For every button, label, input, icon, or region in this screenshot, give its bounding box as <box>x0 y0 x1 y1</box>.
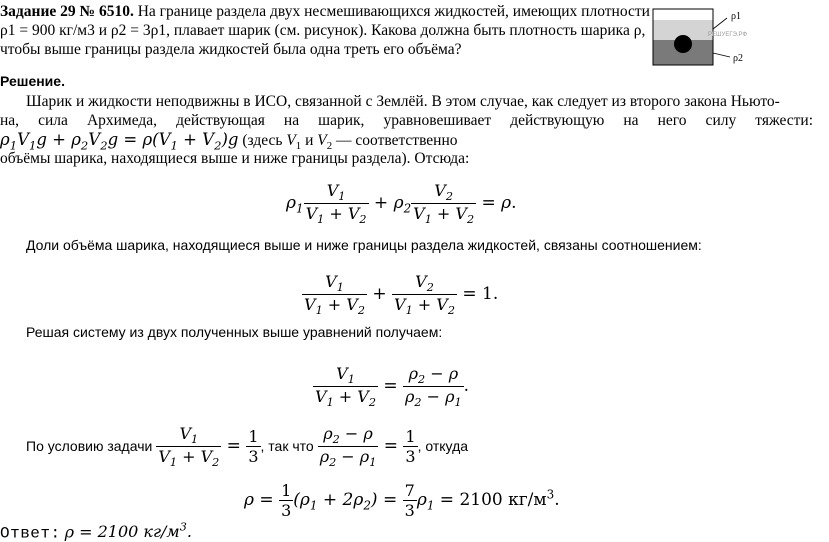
solution-p2: Доли объёма шарика, находящиеся выше и ниже границы раздела жидкостей, связаны соотношением: <box>26 237 702 253</box>
watermark: РЕШУЕГЭ.РФ <box>708 32 748 38</box>
solution-p3: Решая систему из двух полученных выше уравнений получаем: <box>26 324 443 340</box>
equation-2: $\frac{V_1}{V_1 + V_2}$ + $\frac{V_2}{V_1 + V_2}$ = 1. <box>304 272 499 318</box>
equation-5: ρ = $\frac{1}{3}$ $(\rho_1 + 2\rho_2)$ = $\frac{7}{3}$ $\rho_1 = 2100$ $кг/м^3$. <box>244 481 560 520</box>
figure-liquids <box>652 8 752 68</box>
problem-title: Задание 29 № 6510. <box>0 3 134 20</box>
p4-eq-a: $\frac{V_1}{V_1 + V_2}$ = $\frac{1}{3}$ <box>158 424 259 470</box>
label-rho1: ρ1 <box>731 11 741 22</box>
problem-line-3: чтобы выше границы раздела жидкостей была одна треть его объёма? <box>0 41 462 58</box>
p4-mid: , так что <box>260 438 314 455</box>
label-rho2: ρ2 <box>733 53 743 64</box>
solution-p1-line4: объёмы шарика, находящиеся выше и ниже границы раздела). Отсюда: <box>0 150 470 167</box>
volumes-note: (здесь $V_1$ и $V_2$ — соответственно <box>242 132 458 153</box>
p4-pre: По условию задачи <box>26 438 153 455</box>
problem-text-1: На границе раздела двух несмешивающихся жидкостей, имеющих плотности <box>137 3 650 20</box>
equation-3: $\frac{V_1}{V_1 + V_2}$ = $\frac{\rho_2 - \rho}{\rho_2 - \rho_1}$ . <box>315 364 470 410</box>
answer-line <box>0 521 192 542</box>
solution-p4 <box>26 424 468 469</box>
solution-heading: Решение. <box>0 73 65 89</box>
problem-line-1 <box>0 2 650 21</box>
answer-label: Ответ: <box>0 524 61 542</box>
problem-line-2: ρ1 = 900 кг/м3 и ρ2 = 3ρ1, плавает шарик (см. рисунок). Какова должна быть плотность шарика ρ, <box>0 22 646 39</box>
solution-p1-line2: на, сила Архимеда, действующая на шарик, уравновешивает действующую на него силу тяжести: <box>0 112 813 129</box>
p4-eq-b: $\frac{\rho_2 - \rho}{\rho_2 - \rho_1}$ = $\frac{1}{3}$ <box>319 424 416 470</box>
solution-p1-line1: Шарик и жидкости неподвижны в ИСО, связанной с Землёй. В этом случае, как следует из второго закона Ньюто- <box>26 93 780 110</box>
equation-1: $\rho_1$ $\frac{V_1}{V_1 + V_2}$ + $\rho_2$ $\frac{V_2}{V_1 + V_2}$ = ρ. <box>286 181 517 227</box>
equilibrium-equation: $\rho_1V_1g + \rho_2V_2g = \rho(V_1 + V_2)g$ <box>0 130 239 153</box>
ball-shape <box>674 35 692 53</box>
result-value: 2100 <box>459 490 503 510</box>
p4-post: , откуда <box>417 438 469 455</box>
answer-value: ρ = 2100 $кг/м^3$. <box>64 521 192 542</box>
result-unit: кг/м <box>508 490 547 510</box>
